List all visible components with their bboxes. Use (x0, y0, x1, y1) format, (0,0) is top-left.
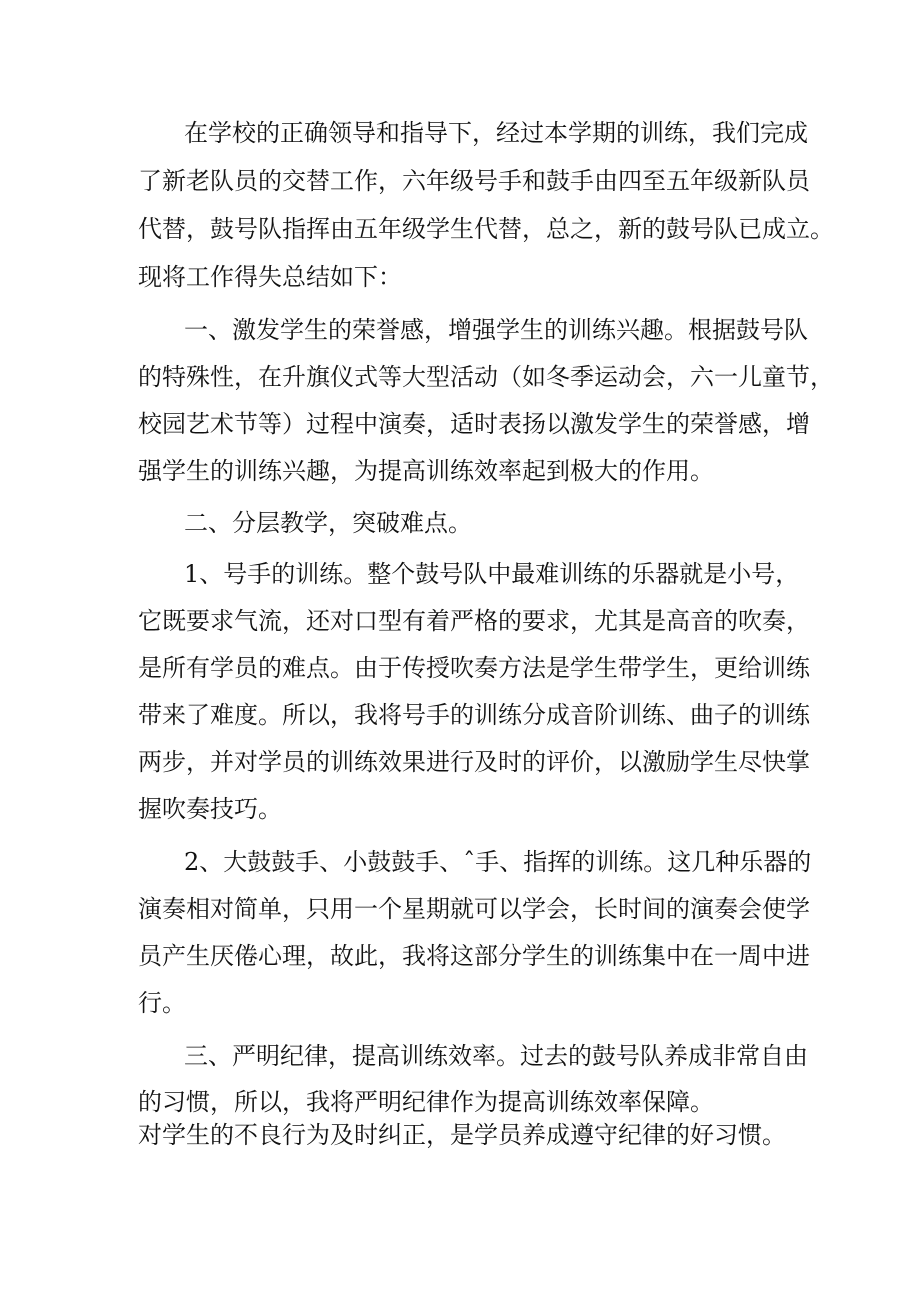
text-line: 对学生的不良行为及时纠正，是学员养成遵守纪律的好习惯。 (138, 1121, 786, 1149)
text-line: 演奏相对简单，只用一个星期就可以学会，长时间的演奏会使学 (138, 895, 810, 923)
text-line: 握吹奏技巧。 (138, 795, 282, 823)
text-line: 2、大鼓鼓手、小鼓鼓手、ˆ手、指挥的训练。这几种乐器的 (184, 848, 812, 876)
section-heading: 二、分层教学，突破难点。 (184, 509, 472, 537)
text-line: 校园艺术节等）过程中演奏，适时表扬以激发学生的荣誉感，增 (138, 410, 810, 438)
text-line: 是所有学员的难点。由于传授吹奏方法是学生带学生，更给训练 (138, 654, 810, 682)
text-line: 的习惯，所以，我将严明纪律作为提高训练效率保障。 (138, 1088, 714, 1116)
text-line: 强学生的训练兴趣，为提高训练效率起到极大的作用。 (138, 457, 714, 485)
text-line: 现将工作得失总结如下： (138, 263, 402, 291)
text-line: 了新老队员的交替工作，六年级号手和鼓手由四至五年级新队员 (138, 167, 810, 195)
text-line: 代替，鼓号队指挥由五年级学生代替，总之，新的鼓号队已成立。 (138, 215, 834, 243)
text-line: 员产生厌倦心理，故此，我将这部分学生的训练集中在一周中进 (138, 942, 810, 970)
text-line: 带来了难度。所以，我将号手的训练分成音阶训练、曲子的训练 (138, 701, 810, 729)
text-line: 的特殊性，在升旗仪式等大型活动（如冬季运动会，六一儿童节， (138, 363, 834, 391)
text-line: 一、激发学生的荣誉感，增强学生的训练兴趣。根据鼓号队 (184, 316, 808, 344)
text-line: 三、严明纪律，提高训练效率。过去的鼓号队养成非常自由 (184, 1042, 808, 1070)
text-line: 两步，并对学员的训练效果进行及时的评价，以激励学生尽快掌 (138, 748, 810, 776)
text-line: 在学校的正确领导和指导下，经过本学期的训练，我们完成 (184, 119, 808, 147)
text-line: 行。 (138, 989, 186, 1017)
text-line: 它既要求气流，还对口型有着严格的要求，尤其是高音的吹奏， (138, 607, 810, 635)
text-line: 1、号手的训练。整个鼓号队中最难训练的乐器就是小号， (184, 560, 800, 588)
